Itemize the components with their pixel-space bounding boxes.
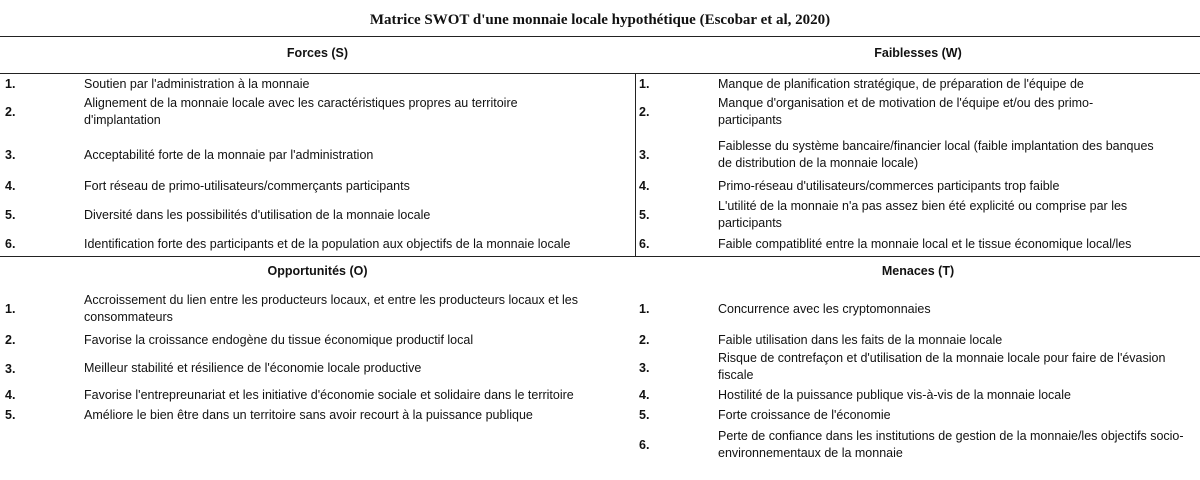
top-rule xyxy=(0,36,1200,37)
menaces-header: Menaces (T) xyxy=(881,264,955,278)
opportunites-text: Meilleur stabilité et résilience de l'économie locale productive xyxy=(84,361,422,375)
forces-text: Acceptabilité forte de la monnaie par l'administration xyxy=(84,148,374,162)
faiblesses-num: 6. xyxy=(639,237,650,251)
faiblesses-num: 1. xyxy=(639,77,650,91)
forces-num: 2. xyxy=(5,105,16,119)
faiblesses-text: L'utilité de la monnaie n'a pas assez bien été explicité ou comprise par les participants xyxy=(718,199,1128,230)
forces-text: Alignement de la monnaie locale avec les caractéristiques propres au territoire d'implantation xyxy=(84,96,518,127)
faiblesses-text: Faible compatiblité entre la monnaie local et le tissue économique local/les xyxy=(718,237,1132,251)
faiblesses-text: Manque d'organisation et de motivation de l'équipe et/ou des primo-participants xyxy=(718,96,1094,127)
menaces-num: 2. xyxy=(639,333,650,347)
menaces-text: Concurrence avec les cryptomonnaies xyxy=(718,302,931,316)
faiblesses-header: Faiblesses (W) xyxy=(874,46,962,60)
opportunites-num: 3. xyxy=(5,362,16,376)
table-title: Matrice SWOT d'une monnaie locale hypothétique (Escobar et al, 2020) xyxy=(369,12,831,28)
forces-text: Soutien par l'administration à la monnaie xyxy=(84,77,310,91)
menaces-text: Risque de contrefaçon et d'utilisation de la monnaie locale pour faire de l'évasion fiscale xyxy=(718,351,1166,382)
opportunites-text: Accroissement du lien entre les producteurs locaux, et entre les producteurs locaux et les consommateurs xyxy=(84,293,579,324)
forces-num: 1. xyxy=(5,77,16,91)
forces-num: 4. xyxy=(5,179,16,193)
forces-num: 3. xyxy=(5,148,16,162)
opportunites-num: 2. xyxy=(5,333,16,347)
opportunites-text: Améliore le bien être dans un territoire sans avoir recourt à la puissance publique xyxy=(84,408,533,422)
menaces-num: 1. xyxy=(639,302,650,316)
menaces-num: 6. xyxy=(639,438,650,452)
faiblesses-num: 4. xyxy=(639,179,650,193)
forces-text: Diversité dans les possibilités d'utilisation de la monnaie locale xyxy=(84,208,431,222)
forces-header: Forces (S) xyxy=(286,46,349,60)
faiblesses-text: Faiblesse du système bancaire/financier local (faible implantation des banques de distribution de la monnaie locale) xyxy=(718,139,1154,170)
forces-num: 6. xyxy=(5,237,16,251)
opportunites-text: Favorise l'entrepreunariat et les initiative d'économie sociale et solidaire dans le territoire xyxy=(84,388,574,402)
faiblesses-num: 3. xyxy=(639,148,650,162)
menaces-text: Hostilité de la puissance publique vis-à-vis de la monnaie locale xyxy=(718,388,1071,402)
menaces-text: Forte croissance de l'économie xyxy=(718,408,891,422)
faiblesses-num: 2. xyxy=(639,105,650,119)
column-divider xyxy=(635,74,636,256)
faiblesses-text: Manque de planification stratégique, de préparation de l'équipe de xyxy=(718,77,1084,91)
middle-rule xyxy=(0,256,1200,257)
faiblesses-text: Primo-réseau d'utilisateurs/commerces participants trop faible xyxy=(718,179,1060,193)
opportunites-num: 1. xyxy=(5,302,16,316)
opportunites-num: 4. xyxy=(5,388,16,402)
opportunites-text: Favorise la croissance endogène du tissue économique productif local xyxy=(84,333,474,347)
forces-num: 5. xyxy=(5,208,16,222)
forces-text: Identification forte des participants et de la population aux objectifs de la monnaie locale xyxy=(84,237,571,251)
menaces-text: Faible utilisation dans les faits de la monnaie locale xyxy=(718,333,1003,347)
opportunites-num: 5. xyxy=(5,408,16,422)
menaces-num: 5. xyxy=(639,408,650,422)
opportunites-header: Opportunités (O) xyxy=(267,264,368,278)
header-rule-top xyxy=(0,73,1200,74)
menaces-text: Perte de confiance dans les institutions de gestion de la monnaie/les objectifs socio-environnementaux de la monnaie xyxy=(718,429,1184,460)
menaces-num: 4. xyxy=(639,388,650,402)
faiblesses-num: 5. xyxy=(639,208,650,222)
menaces-num: 3. xyxy=(639,361,650,375)
forces-text: Fort réseau de primo-utilisateurs/commerçants participants xyxy=(84,179,410,193)
